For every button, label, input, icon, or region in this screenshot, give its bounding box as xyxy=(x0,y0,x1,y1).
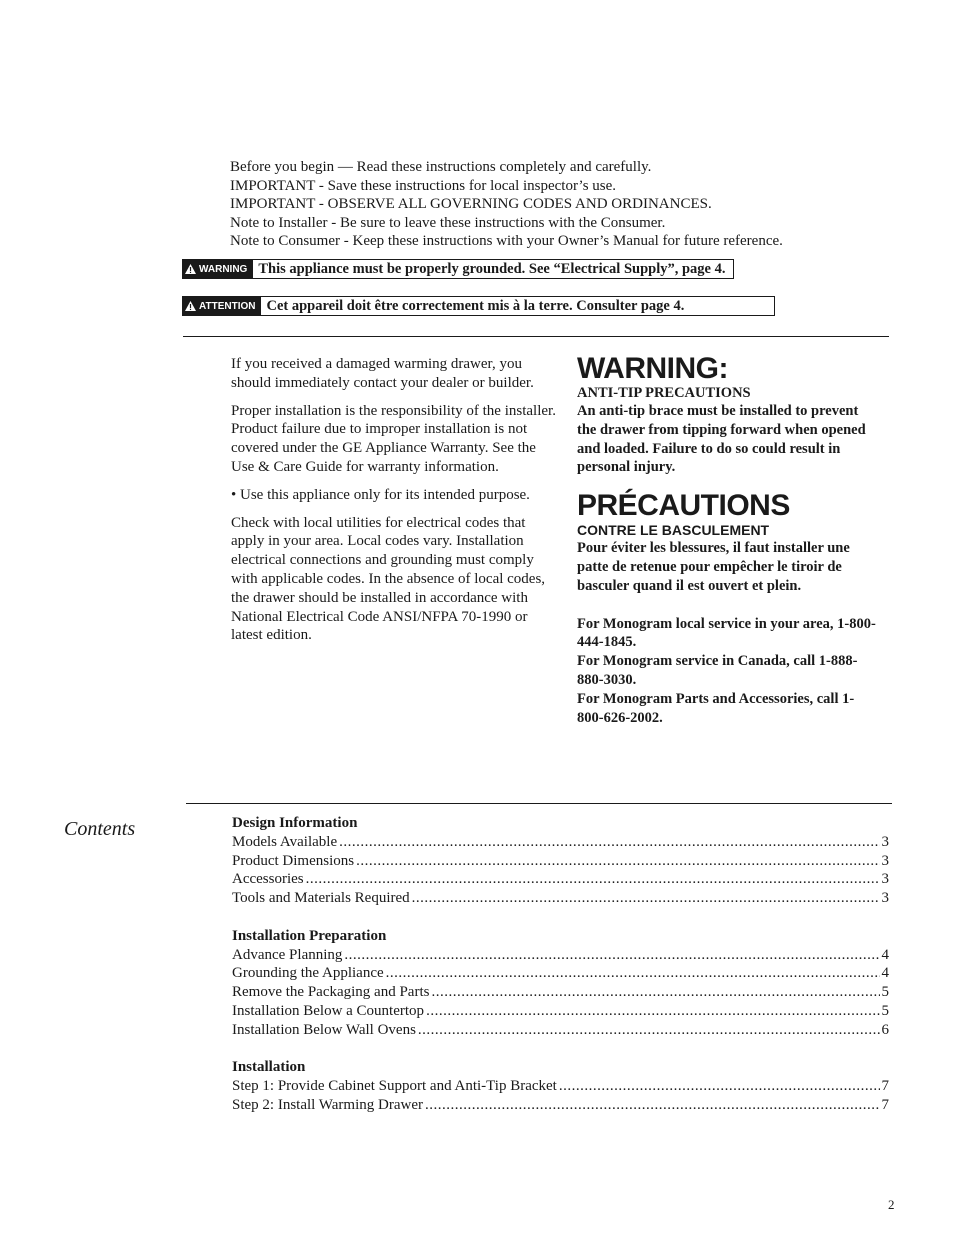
contents-divider xyxy=(186,803,892,804)
toc-entry-label: Step 1: Provide Cabinet Support and Anti-Tip Bracket xyxy=(232,1078,557,1095)
intro-line: IMPORTANT - OBSERVE ALL GOVERNING CODES AND ORDINANCES. xyxy=(230,196,712,213)
toc-entry-label: Grounding the Appliance xyxy=(232,965,384,982)
toc-entry-label: Product Dimensions xyxy=(232,852,355,869)
toc-entry[interactable] xyxy=(232,946,889,965)
usage-bullet-text: Use this appliance only for its intended purpose. xyxy=(240,486,530,503)
toc-entry-label: Models Available xyxy=(232,833,338,850)
toc-entry-label: Tools and Materials Required xyxy=(232,890,410,907)
damage-notice: If you received a damaged warming drawer, you should immediately contact your dealer or builder. xyxy=(231,356,534,391)
service-contact: For Monogram local service in your area, 1-800-444-1845. xyxy=(577,615,876,651)
toc-entry[interactable] xyxy=(232,1021,889,1040)
responsibility-notice: Proper installation is the responsibility of the installer. Product failure due to improper installation is not covered under the GE Appliance Warranty. See the Use & Care Guide for warranty information. xyxy=(231,402,556,475)
service-contact: For Monogram Parts and Accessories, call 1-800-626-2002. xyxy=(577,690,855,726)
toc-section-title: Installation Preparation xyxy=(232,927,387,944)
toc-entry-page: 7 xyxy=(881,1096,889,1113)
attention-alert-text: Cet appareil doit être correctement mis à la terre. Consulter page 4. xyxy=(260,296,775,316)
toc-entry[interactable] xyxy=(232,852,889,871)
toc-entry-page: 4 xyxy=(881,946,889,963)
usage-bullet xyxy=(231,486,556,505)
toc-entry-label: Accessories xyxy=(232,871,304,888)
toc-entry[interactable] xyxy=(232,870,889,889)
intro-line: Before you begin — Read these instructions completely and carefully. xyxy=(230,159,652,175)
warning-subtitle: ANTI-TIP PRECAUTIONS xyxy=(577,385,751,401)
toc-entry[interactable] xyxy=(232,983,889,1002)
warning-badge xyxy=(182,259,252,279)
service-contact: For Monogram service in Canada, call 1-888-880-3030. xyxy=(577,653,858,688)
warning-body: An anti-tip brace must be installed to prevent the drawer from tipping forward when opened and loaded. Failure to do so could result in personal injury. xyxy=(577,403,866,476)
attention-alert xyxy=(182,296,775,316)
attention-badge xyxy=(182,296,260,316)
toc-entry-label: Installation Below Wall Ovens xyxy=(232,1021,416,1038)
toc-entry[interactable] xyxy=(232,889,889,908)
toc-entry[interactable] xyxy=(232,1002,889,1021)
toc-section xyxy=(232,927,889,1040)
page-number: 2 xyxy=(888,1197,895,1212)
toc-section xyxy=(232,1058,889,1114)
bullet-marker: • xyxy=(231,486,237,503)
intro-line: Note to Consumer - Keep these instructions with your Owner’s Manual for future reference. xyxy=(230,233,783,250)
toc-entry[interactable] xyxy=(232,1077,889,1096)
warning-title: WARNING: xyxy=(577,352,728,385)
toc-entry-page: 4 xyxy=(881,965,889,982)
toc-entry-page: 5 xyxy=(881,984,889,1001)
intro-line: Note to Installer - Be sure to leave these instructions with the Consumer. xyxy=(230,214,666,231)
toc-section-title: Installation xyxy=(232,1059,306,1076)
toc-section-title: Design Information xyxy=(232,815,358,831)
toc-entry-page: 3 xyxy=(881,833,889,850)
warning-badge-label: WARNING xyxy=(199,263,248,275)
anti-tip-warning xyxy=(577,354,877,727)
installation-notes xyxy=(231,355,556,654)
precautions-body: Pour éviter les blessures, il faut installer une patte de retenue pour empêcher le tiroir de basculer quand il est ouvert et plein. xyxy=(577,540,850,594)
intro-block xyxy=(230,158,783,251)
service-contacts xyxy=(577,615,877,728)
contents-heading: Contents xyxy=(64,818,136,840)
warning-triangle-icon xyxy=(185,264,196,274)
toc-entry-label: Step 2: Install Warming Drawer xyxy=(232,1096,423,1113)
precautions-subtitle: CONTRE LE BASCULEMENT xyxy=(577,522,770,539)
toc-entry-page: 3 xyxy=(881,871,889,888)
warning-triangle-icon xyxy=(185,301,196,311)
intro-line: IMPORTANT - Save these instructions for local inspector’s use. xyxy=(230,177,617,194)
precautions-title: PRÉCAUTIONS xyxy=(577,489,790,523)
toc-entry-label: Advance Planning xyxy=(232,946,343,963)
toc-entry-page: 3 xyxy=(881,890,889,907)
toc-entry-page: 3 xyxy=(881,852,889,869)
toc-entry[interactable] xyxy=(232,964,889,983)
toc-entry-page: 7 xyxy=(881,1078,889,1095)
warning-alert xyxy=(182,259,734,279)
toc-entry[interactable] xyxy=(232,833,889,852)
warning-alert-text: This appliance must be properly grounded. See “Electrical Supply”, page 4. xyxy=(252,259,734,279)
toc-entry-page: 6 xyxy=(881,1021,889,1038)
attention-badge-label: ATTENTION xyxy=(199,300,256,312)
table-of-contents xyxy=(232,814,889,1134)
toc-entry-page: 5 xyxy=(881,1002,889,1019)
toc-entry-label: Remove the Packaging and Parts xyxy=(232,984,430,1001)
electrical-codes-notice: Check with local utilities for electrical codes that apply in your area. Local codes vary. Installation electrical connections and grounding must comply with applicable codes. In the absence of local codes, the drawer should be installed in accordance with National Electrical Code ANSI/NFPA 70-1990 or latest edition. xyxy=(231,514,546,644)
section-divider xyxy=(183,336,889,337)
toc-section xyxy=(232,814,889,908)
toc-entry-label: Installation Below a Countertop xyxy=(232,1002,425,1019)
toc-entry[interactable] xyxy=(232,1096,889,1115)
